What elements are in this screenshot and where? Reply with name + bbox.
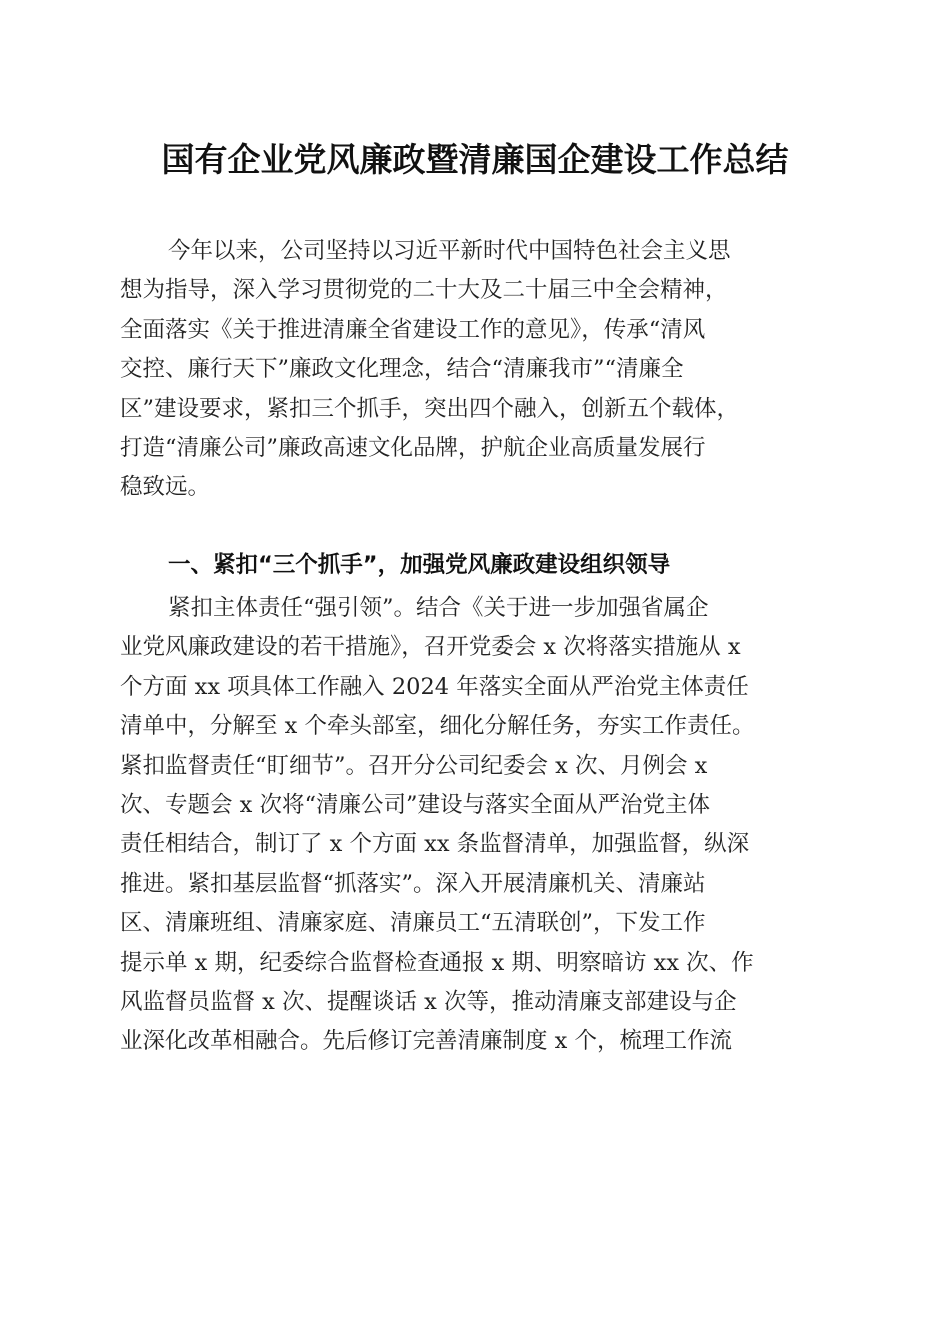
paragraph-line: 想为指导，深入学习贯彻党的二十大及二十届三中全会精神，: [120, 277, 728, 304]
paragraph-line: 个方面 xx 项具体工作融入 2024 年落实全面从严治党主体责任: [120, 673, 749, 700]
paragraph-line: 紧扣监督责任“盯细节”。召开分公司纪委会 x 次、月例会 x: [120, 752, 708, 779]
paragraph-line: 业深化改革相融合。先后修订完善清廉制度 x 个，梳理工作流: [120, 1028, 732, 1055]
paragraph-line: 稳致远。: [120, 474, 211, 501]
paragraph-line: 今年以来，公司坚持以习近平新时代中国特色社会主义思: [168, 238, 731, 264]
paragraph-line: 推进。紧扣基层监督“抓落实”。深入开展清廉机关、清廉站: [120, 870, 706, 897]
paragraph-line: 打造“清廉公司”廉政高速文化品牌，护航企业高质量发展行: [120, 435, 706, 462]
paragraph-line: 提示单 x 期，纪委综合监督检查通报 x 期、明察暗访 xx 次、作: [120, 949, 754, 976]
paragraph-line: 责任相结合，制订了 x 个方面 xx 条监督清单，加强监督，纵深: [120, 831, 750, 858]
paragraph-line: 交控、廉行天下”廉政文化理念，结合“清廉我市”“清廉全: [120, 356, 684, 383]
section-paragraph: [120, 589, 830, 1062]
intro-paragraph: [120, 232, 830, 508]
paragraph-line: 清单中，分解至 x 个牵头部室，细化分解任务，夯实工作责任。: [120, 713, 755, 740]
paragraph-line: 业党风廉政建设的若干措施》，召开党委会 x 次将落实措施从 x: [120, 634, 741, 661]
paragraph-line: 紧扣主体责任“强引领”。结合《关于进一步加强省属企: [168, 595, 709, 621]
section-heading: 一、紧扣“三个抓手”，加强党风廉政建设组织领导: [168, 552, 671, 578]
paragraph-line: 风监督员监督 x 次、提醒谈话 x 次等，推动清廉支部建设与企: [120, 989, 737, 1016]
paragraph-line: 区”建设要求，紧扣三个抓手，突出四个融入，创新五个载体，: [120, 395, 740, 422]
paragraph-line: 区、清廉班组、清廉家庭、清廉员工“五清联创”，下发工作: [120, 910, 706, 937]
document-title: 国有企业党风廉政暨清廉国企建设工作总结: [161, 140, 789, 179]
paragraph-line: 全面落实《关于推进清廉全省建设工作的意见》，传承“清风: [120, 316, 706, 343]
paragraph-line: 次、专题会 x 次将“清廉公司”建设与落实全面从严治党主体: [120, 792, 710, 819]
